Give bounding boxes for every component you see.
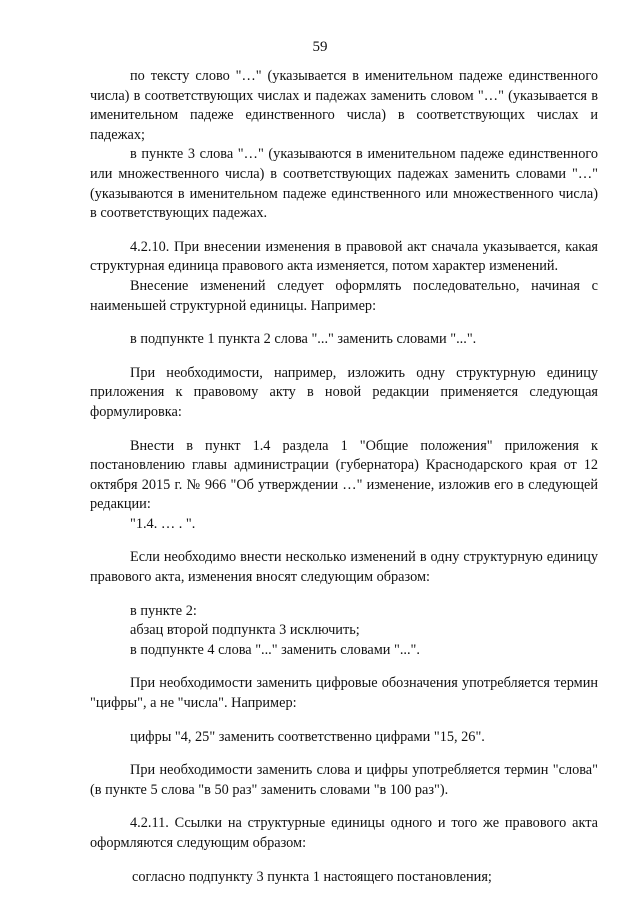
example-3-line-3: в подпункте 4 слова "..." заменить словами "...". <box>130 641 420 658</box>
paragraph-1: по тексту слово "…" (указывается в именительном падеже единственного числа) в соответствующих числах и падежах заменить словом "…" (указывается в именительном падеже единственного числа) в соответствующих числах и падежах; <box>90 68 598 143</box>
paragraph-5: Если необходимо внести несколько изменений в одну структурную единицу правового акта, изменения вносят следующим образом: <box>90 549 598 586</box>
example-2-text: "1.4. … . ". <box>130 515 196 532</box>
example-4: цифры "4, 25" заменить соответственно цифрами "15, 26". <box>130 728 485 745</box>
example-5: согласно подпункту 3 пункта 1 настоящего постановления; <box>132 868 492 885</box>
example-2: Внести в пункт 1.4 раздела 1 "Общие положения" приложения к постановлению главы администрации (губернатора) Краснодарского края от 12 октября 2015 г. № 966 "Об утверждении …" изменение, изложив его в следующей редакции: <box>90 437 598 513</box>
example-1: в подпункте 1 пункта 2 слова "..." заменить словами "...". <box>130 331 477 348</box>
paragraph-3: Внесение изменений следует оформлять последовательно, начиная с наименьшей структурной единицы. Например: <box>90 277 598 314</box>
paragraph-4: При необходимости, например, изложить одну структурную единицу приложения к правовому акту в новой редакции применяется следующая формулировка: <box>90 364 598 420</box>
paragraph-4-2-10: 4.2.10. При внесении изменения в правовой акт сначала указывается, какая структурная единица правового акта изменяется, потом характер изменений. <box>90 238 598 275</box>
paragraph-7: При необходимости заменить слова и цифры употребляется термин "слова" (в пункте 5 слова "в 50 раз" заменить словами "в 100 раз"). <box>90 762 598 798</box>
example-3-line-2: абзац второй подпункта 3 исключить; <box>130 622 360 639</box>
paragraph-6: При необходимости заменить цифровые обозначения употребляется термин "цифры", а не "числа". Например: <box>90 675 598 712</box>
paragraph-4-2-11: 4.2.11. Ссылки на структурные единицы одного и того же правового акта оформляются следующим образом: <box>90 815 598 851</box>
paragraph-2: в пункте 3 слова "…" (указываются в именительном падеже единственного или множественного числа) в соответствующих падежах заменить словами "…" (указываются в именительном падеже единственного или множественного числа) в соответствующих падежах. <box>90 146 598 222</box>
example-3-line-1: в пункте 2: <box>130 602 197 619</box>
document-body <box>90 67 598 887</box>
page-number: 59 <box>312 39 328 55</box>
